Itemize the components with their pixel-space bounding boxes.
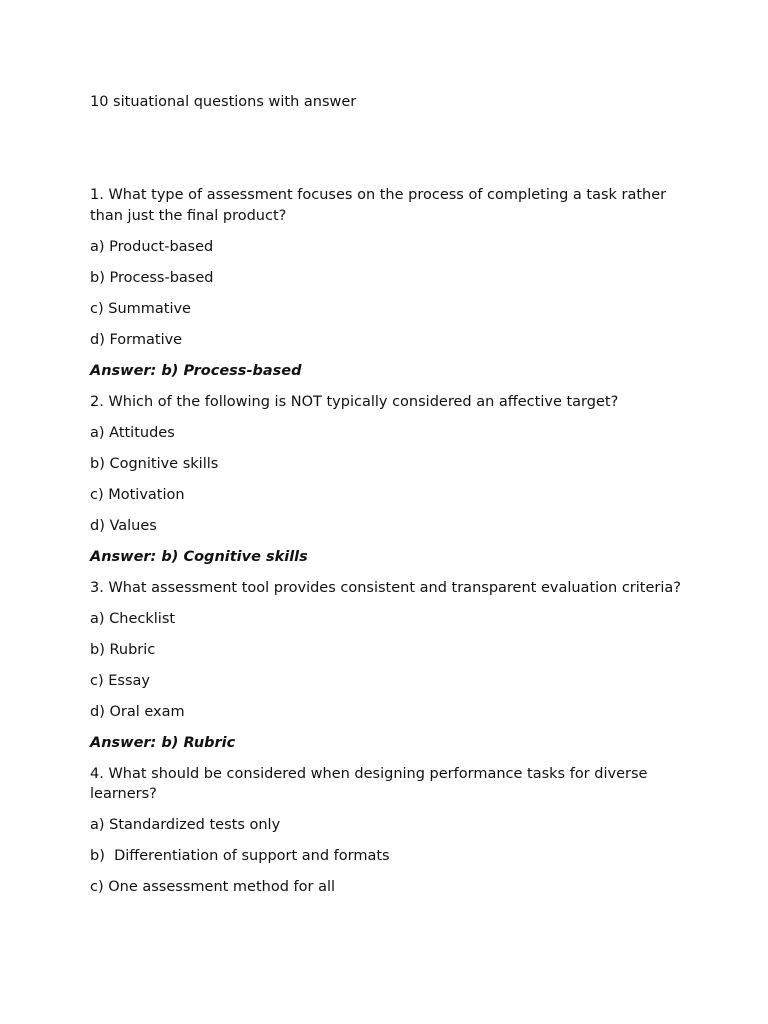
option-d: d) Formative bbox=[90, 331, 183, 348]
option-a: a) Checklist bbox=[90, 610, 176, 627]
answer-text: Answer: b) Process-based bbox=[90, 362, 302, 379]
answer-text: Answer: b) Cognitive skills bbox=[90, 548, 308, 565]
option-a: a) Attitudes bbox=[90, 424, 175, 441]
option-d: d) Values bbox=[90, 517, 157, 534]
option-b: b) Cognitive skills bbox=[90, 455, 219, 472]
question-text: 4. What should be considered when designing performance tasks for diverse learners? bbox=[90, 765, 648, 802]
option-b: b) Differentiation of support and formats bbox=[90, 848, 390, 864]
question-text: 3. What assessment tool provides consistent and transparent evaluation criteria? bbox=[90, 579, 681, 596]
option-a: a) Product-based bbox=[90, 238, 214, 255]
question-block bbox=[90, 578, 690, 754]
answer-text: Answer: b) Rubric bbox=[90, 734, 236, 751]
option-a: a) Standardized tests only bbox=[90, 817, 281, 833]
question-text: 1. What type of assessment focuses on the process of completing a task rather than just the final product? bbox=[90, 187, 667, 224]
option-c: c) Summative bbox=[90, 300, 191, 317]
option-d: d) Oral exam bbox=[90, 703, 185, 720]
option-c: c) Essay bbox=[90, 672, 150, 689]
question-list bbox=[90, 185, 690, 908]
option-c: c) Motivation bbox=[90, 486, 185, 503]
question-block bbox=[90, 764, 690, 898]
question-block bbox=[90, 392, 690, 568]
option-c: c) One assessment method for all bbox=[90, 879, 336, 895]
option-b: b) Process-based bbox=[90, 269, 214, 286]
option-b: b) Rubric bbox=[90, 641, 156, 658]
document-title: 10 situational questions with answer bbox=[90, 94, 357, 110]
question-text: 2. Which of the following is NOT typically considered an affective target? bbox=[90, 393, 619, 410]
question-block bbox=[90, 185, 690, 381]
